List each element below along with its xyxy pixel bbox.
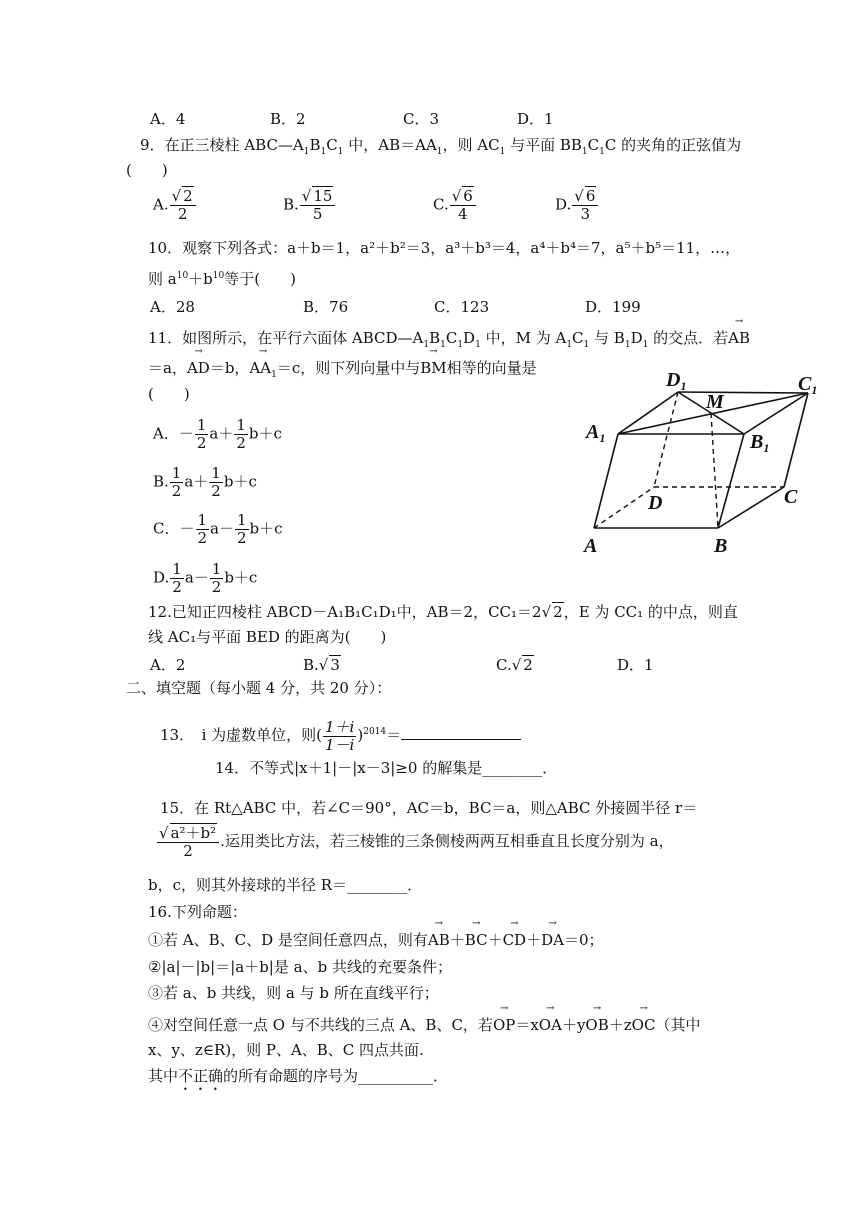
q16-proposition-2: ②|a|－|b|＝|a＋b|是 a、b 共线的充要条件； [148,958,452,976]
q16-proposition-4: ④对空间任意一点 O 与不共线的三点 A、B、C，若→ OP＝x→ OA＋y→ OB＋z→ OC（其中 [148,1015,700,1035]
q10-option-d: D．199 [585,298,641,316]
q9-stem: 9．在正三棱柱 $ABC—A_1B_1C_1$ 中，$AB=AA_1$，则 $AC_1$ 与平面 $BB_1C_1C$ 的夹角的正弦值为 [140,136,742,157]
q12-option-a: A．2 [150,656,186,674]
q11-option-d: D. $\frac{1}{2}$ a－ $\frac{1}{2}$ b＋c [153,560,258,596]
label-d1: $D_1$ [666,369,687,393]
label-c: C [784,486,798,508]
q8-option-b: B．2 [270,110,306,128]
q8-option-c: C．3 [403,110,440,128]
q10-line2: 则 $a^{10}+b^{10}$等于( ) [148,270,296,288]
label-d: D [648,492,663,514]
segment-m-b-hidden [711,413,718,528]
q15-line1: 15．在 Rt△ABC 中，若∠C＝90°，AC＝b，BC＝a，则△ABC 外接圆半径 r＝ [160,799,698,817]
q14-line: 14．不等式|x＋1|－|x－3|≥0 的解集是________． [215,759,558,777]
vector-oc: → OC [632,1015,656,1035]
q12-option-c: C.√ 2 [496,656,533,674]
q10-line1: 10．观察下列各式：a＋b＝1，a²＋b²＝3，a³＋b³＝4，a⁴＋b⁴＝7，a⁵＋b⁵＝11，…， [148,239,741,257]
parallelepiped-figure [578,362,830,562]
q16-proposition-3: ③若 a、b 共线，则 a 与 b 所在直线平行； [148,984,439,1002]
q12-option-b: B.√ 3 [303,656,340,674]
q11-option-c: C．－ $\frac{1}{2}$ a－ $\frac{1}{2}$ b＋c [153,511,283,547]
vector-da: → DA [541,930,564,950]
vector-ad: → AD [187,358,210,378]
section-2-title: 二、填空题（每小题 4 分，共 20 分）： [126,679,392,697]
q9-option-d: D. $\frac{√ 6}{3}$ [555,188,599,223]
edge-c1-c [784,393,808,487]
q16-title: 16.下列命题： [148,903,247,921]
vector-ob: → OB [585,1015,608,1035]
q15-line3: b，c，则其外接球的半径 R＝________． [148,876,423,894]
vector-aa1: → $AA_1$ [249,358,276,385]
vector-bc: → BC [465,930,488,950]
vector-cd: → CD [503,930,527,950]
edge-a1-a [594,434,618,528]
q11-option-b: B. $\frac{1}{2}$ a＋ $\frac{1}{2}$ b＋c [153,464,257,500]
vector-ab: → AB [728,328,750,348]
q16-proposition-4-line2: x、y、z∈R)，则 P、A、B、C 四点共面. [148,1041,424,1059]
q10-option-a: A．28 [150,298,195,316]
edge-d1-c1 [678,392,808,393]
q11-option-a: A．－ $\frac{1}{2}$ a＋ $\frac{1}{2}$ b＋c [153,416,282,452]
q8-option-a: A．4 [150,110,186,128]
q11-paren: ( ) [148,385,190,403]
label-c1: $C_1$ [798,373,818,397]
q12-line1: 12.已知正四棱柱 ABCD－A₁B₁C₁D₁中，AB＝2，CC₁＝2√ 2，E 为 CC₁ 的中点，则直 [148,603,738,621]
label-a1: $A_1$ [586,421,606,445]
vector-op: → OP [493,1015,515,1035]
q12-option-d: D．1 [617,656,654,674]
label-a: A [584,535,598,557]
q16-final: 其中不正确的所有命题的序号为__________． [148,1067,449,1085]
label-b: B [714,535,728,557]
q9-option-c: C. $\frac{√ 6}{4}$ [433,188,477,223]
label-m: M [706,391,724,413]
label-b1: $B_1$ [750,431,770,455]
q11-line2: ＝a，→ AD＝b，→ $AA_1=c$，则下列向量中与→ BM相等的向量是 [148,358,537,385]
emphasis-not-correct: 不正确 [178,1067,224,1085]
q9-option-b: B. $\frac{√ 15}{5}$ [283,188,336,223]
q16-proposition-1: ①若 A、B、C、D 是空间任意四点，则有→ AB＋→ BC＋→ CD＋→ DA＝0； [148,930,604,950]
q12-line2: 线 AC₁与平面 BED 的距离为( ) [148,628,387,646]
q10-option-b: B．76 [303,298,349,316]
q13-line: 13． i 为虚数单位，则( $\frac{1+i}{1-i}$ )$^{2014}$＝ [160,713,521,754]
q13-answer-blank [401,725,521,740]
vector-oa: → OA [539,1015,562,1035]
q15-line2: $\frac{\text{√ a²＋b²}}{2}$ .运用类比方法，若三棱锥的三条侧棱两两互相垂直且长度分别为 a， [159,823,674,860]
vector-bm: → BM [420,358,446,378]
q11-line1: 11．如图所示，在平行六面体 $ABCD—A_1B_1C_1D_1$ 中，M 为 $A_1C_1$ 与 $B_1D_1$ 的交点．若→ AB [148,328,750,355]
q10-option-c: C．123 [434,298,490,316]
vector-ab-2: → AB [428,930,450,950]
q8-option-d: D．1 [517,110,554,128]
q9-option-a: A. $\frac{√ 2}{2}$ [153,188,197,223]
q9-paren: ( ) [126,161,168,179]
